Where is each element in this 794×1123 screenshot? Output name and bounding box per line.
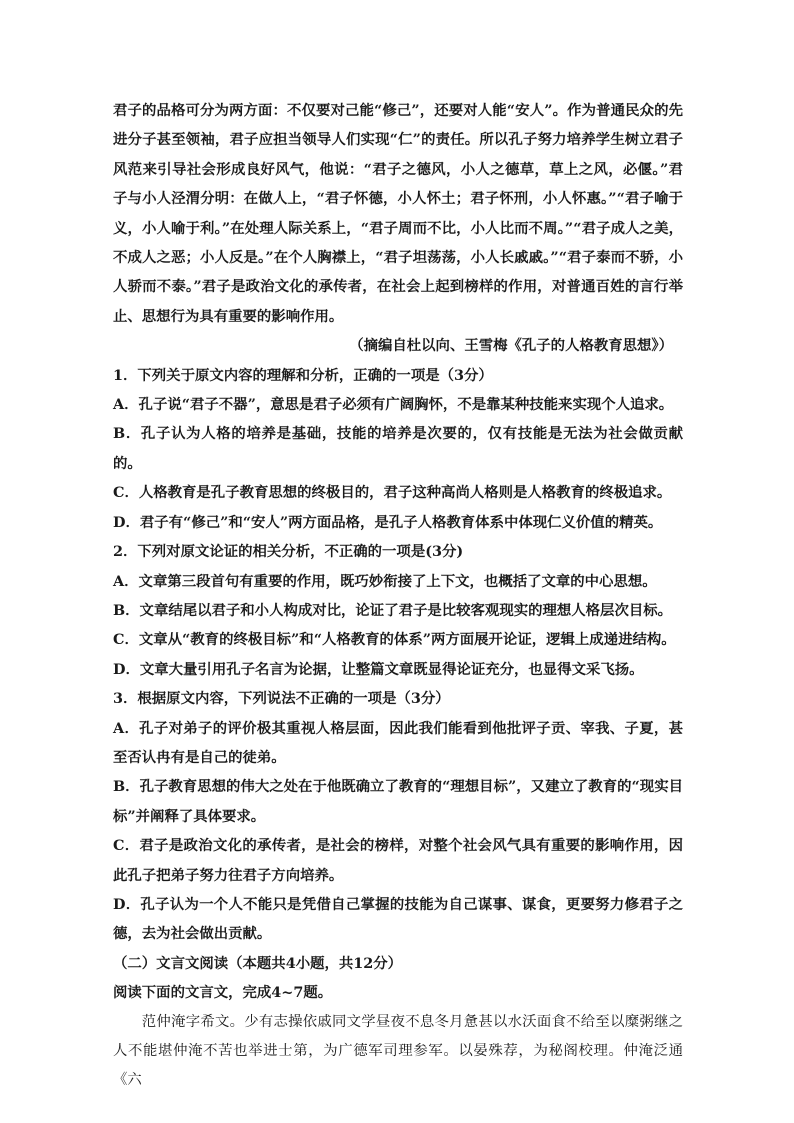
question-3-option-c: C．君子是政治文化的承传者，是社会的榜样，对整个社会风气具有重要的影响作用，因此孔子把弟子努力往君子方向培养。: [113, 837, 683, 884]
question-3-option-a: A．孔子对弟子的评价极其重视人格层面，因此我们能看到他批评子贡、宰我、子夏，甚至否认冉有是自己的徒弟。: [113, 719, 683, 766]
question-1-option-a: A．孔子说“君子不器”，意思是君子必须有广阔胸怀，不是靠某种技能来实现个人追求。: [113, 396, 674, 414]
passage-paragraph: 君子的品格可分为两方面：不仅要对己能“修己”，还要对人能“安人”。作为普通民众的先进分子甚至领袖，君子应担当领导人们实现“仁”的责任。所以孔子努力培养学生树立君子风范来引导社会形成良好风气，他说：“君子之德风，小人之德草，草上之风，必偃。”君子与小人泾渭分明：在做人上，“君子怀德，小人怀土；君子怀刑，小人怀惠。”“君子喻于义，小人喻于利。”在处理人际关系上，“君子周而不比，小人比而不周。”“君子成人之美，不成人之恶；小人反是。”在个人胸襟上，“君子坦荡荡，小人长戚戚。”“君子泰而不骄，小人骄而不泰。”君子是政治文化的承传者，在社会上起到榜样的作用，对普通百姓的言行举止、思想行为具有重要的影响作用。: [113, 102, 683, 325]
question-1-stem: 1．下列关于原文内容的理解和分析，正确的一项是（3分）: [113, 366, 493, 384]
question-3-option-b: B．孔子教育思想的伟大之处在于他既确立了教育的“理想目标”，又建立了教育的“现实目标”并阐释了具体要求。: [113, 778, 683, 825]
question-3-stem: 3．根据原文内容，下列说法不正确的一项是（3分）: [113, 690, 450, 708]
question-1-option-d: D．君子有“修己”和“安人”两方面品格，是孔子人格教育体系中体现仁义价值的精英。: [113, 513, 663, 531]
document-page: [113, 96, 683, 1096]
question-1-option-c: C．人格教育是孔子教育思想的终极目的，君子这种高尚人格则是人格教育的终极追求。: [113, 484, 672, 502]
question-2-stem: 2．下列对原文论证的相关分析，不正确的一项是(3分): [113, 543, 464, 561]
passage-source: （摘编自杜以向、王雪梅《孔子的人格教育思想》）: [349, 337, 673, 355]
question-3-option-d: D．孔子认为一个人不能只是凭借自己掌握的技能为自己谋事、谋食，更要努力修君子之德，去为社会做出贡献。: [113, 895, 683, 943]
section-2-instruction: 阅读下面的文言文，完成4~7题。: [113, 984, 333, 1002]
question-2-option-a: A．文章第三段首句有重要的作用，既巧妙衔接了上下文，也概括了文章的中心思想。: [113, 572, 657, 590]
section-2-heading: （二）文言文阅读（本题共4小题，共12分）: [113, 954, 403, 972]
question-2-option-b: B．文章结尾以君子和小人构成对比，论证了君子是比较客观现实的理想人格层次目标。: [113, 601, 673, 619]
classical-text-paragraph: 范仲淹字希文。少有志操依戚同文学昼夜不息冬月惫甚以水沃面食不给至以糜粥继之人不能堪仲淹不苦也举进士第，为广德军司理参军。以晏殊荐，为秘阁校理。仲淹泛通《六: [113, 1013, 683, 1089]
question-2-option-d: D．文章大量引用孔子名言为论据，让整篇文章既显得论证充分，也显得文采飞扬。: [113, 660, 644, 678]
question-1-option-b: B．孔子认为人格的培养是基础，技能的培养是次要的，仅有技能是无法为社会做贡献的。: [113, 425, 683, 472]
question-2-option-c: C．文章从“教育的终极目标”和“人格教育的体系”两方面展开论证，逻辑上成递进结构。: [113, 631, 676, 649]
